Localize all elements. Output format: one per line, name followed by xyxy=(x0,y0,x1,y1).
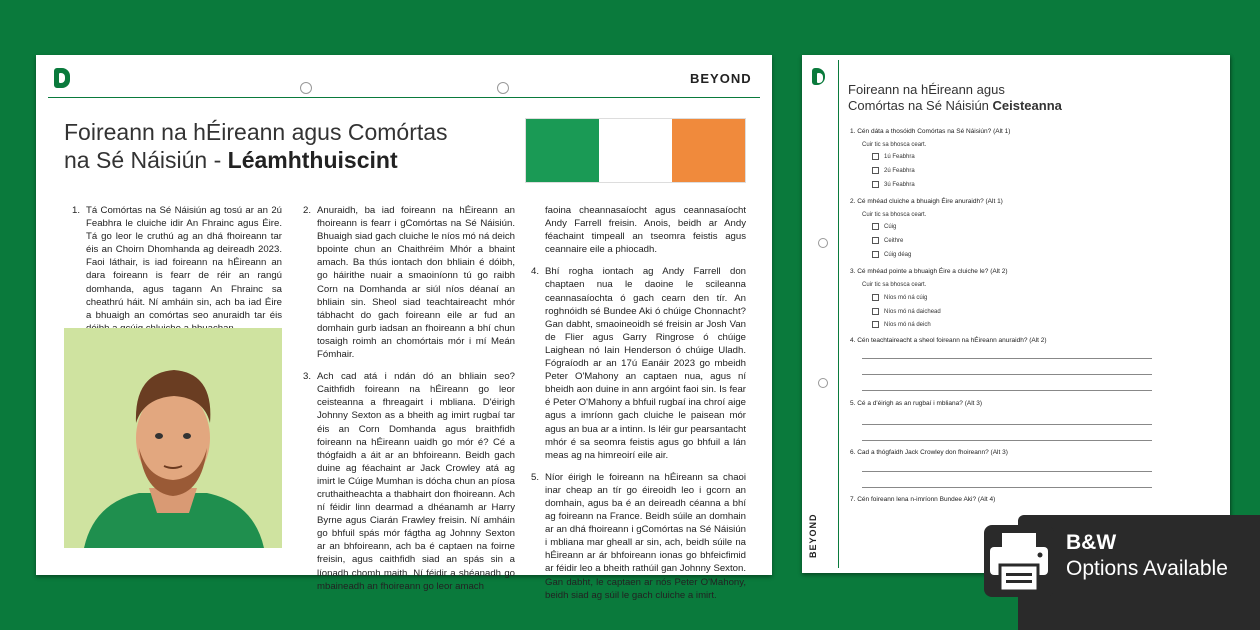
answer-option[interactable] xyxy=(872,321,931,328)
punch-hole xyxy=(497,82,509,94)
option-label: Níos mó ná daichead xyxy=(884,308,941,315)
question-instruction: Cuir tic sa bhosca ceart. xyxy=(862,142,927,148)
answer-line[interactable] xyxy=(862,424,1152,425)
question-instruction: Cuir tic sa bhosca ceart. xyxy=(862,282,927,288)
question-2: 2. Cé mhéad cluiche a bhuaigh Éire anuraidh? (Alt 1) xyxy=(850,198,1003,205)
punch-hole xyxy=(300,82,312,94)
option-label: Cúig déag xyxy=(884,251,912,258)
punch-hole xyxy=(818,378,828,388)
paragraph-text: Bhí rogha iontach ag Andy Farrell don chaptaen nua le daoine le scileanna ceannasaíochta ó gach cearn den tír. An roghnóidh sé Bundee Aki ó chúige Chonnacht? Gan dabht, smaoineoidh sé freisin ar Josh Van de Flier agus Garry Ringrose ó chúige Laighean nó Iain Henderson ó chúige Uladh. Fógraíodh ar an 17ú Eanáir 2023 go mbeidh Peter O'Mahony an captaen nua, agus ní bheidh aon duine in ann argóint faoi sin. Is fear é Peter O'Mahony a bhfuil rugbaí ina chroí aige agus a imríonn gach cluiche le paisean mór agus an bua ar a intinn. Is léir gur pearsantacht mhór é sa seomra feistis agus go bhfuil a lán meas ag na himreoirí eile air. xyxy=(545,266,746,461)
answer-option[interactable] xyxy=(872,294,927,301)
flag-green-band xyxy=(526,119,599,182)
answer-line[interactable] xyxy=(862,471,1152,472)
bw-options-badge xyxy=(1018,515,1260,630)
answer-option[interactable] xyxy=(872,167,915,174)
column-1 xyxy=(72,204,282,344)
vertical-brand-label: BEYOND xyxy=(808,513,818,558)
answer-line[interactable] xyxy=(862,440,1152,441)
punch-hole xyxy=(818,238,828,248)
paragraph xyxy=(303,204,515,361)
question-3: 3. Cé mhéad pointe a bhuaigh Éire a cluiche le? (Alt 2) xyxy=(850,268,1008,275)
page-title xyxy=(64,118,484,174)
title-line-2-bold: Léamhthuiscint xyxy=(227,147,398,173)
brand-label: BEYOND xyxy=(690,71,752,86)
checkbox[interactable] xyxy=(872,167,879,174)
answer-line[interactable] xyxy=(862,390,1152,391)
column-2 xyxy=(303,204,515,602)
questions-title-line-2 xyxy=(848,98,1062,114)
flag-orange-band xyxy=(672,119,745,182)
header-divider xyxy=(48,97,760,98)
option-label: Ceithre xyxy=(884,237,904,244)
answer-line[interactable] xyxy=(862,374,1152,375)
option-label: 2ú Feabhra xyxy=(884,167,915,174)
checkbox[interactable] xyxy=(872,321,879,328)
checkbox[interactable] xyxy=(872,223,879,230)
paragraph xyxy=(531,265,746,461)
paragraph-text: Anuraidh, ba iad foireann na hÉireann an fhoireann is fearr i gComórtas na Sé Náisiún. Bhuaigh siad gach cluiche le níos mó ná deich bpointe chun an Chaithréim Mhór a bhaint amach. Ba thús iontach don bhliain é dóibh, go háirithe nuair a smaoiníonn tú go raibh Corn na Domhanda ar siúl níos déanaí an bhliain sin. Sheol siad teachtaireacht mhór tábhacht do gach foireann eile ar fud an domhain gurb iadsan an fhoireann a bhí chun tosaigh roimh an chomórtais mór i mí Meán Fómhair. xyxy=(317,205,515,361)
margin-rule xyxy=(838,60,839,568)
paragraph-number: 2. xyxy=(303,205,312,216)
printer-icon xyxy=(984,525,1054,597)
checkbox[interactable] xyxy=(872,251,879,258)
answer-option[interactable] xyxy=(872,308,941,315)
answer-option[interactable] xyxy=(872,181,915,188)
question-1: 1. Cén dáta a thosóidh Comórtas na Sé Náisiún? (Alt 1) xyxy=(850,128,1011,135)
paragraph-text: Níor éirigh le foireann na hÉireann sa chaoi inar cheap an tír go éireoidh leo i gcorn an domhain, agus ba é an deireadh céanna a bhí ag foireann na France. Beidh súile an domhain ar an dhá fhoireann i gComórtas na Sé Náisiún i mbliana mar gheall ar sin, ach, beidh súile na hÉireann ar ár bhfoireann ionas go bhfeicfimid ar féidir leo a bheith rathúil gan Johnny Sexton. Gan dabht, le captaen ar nós Peter O'Mahony, beidh siad ag súil le gach cluiche a imirt. xyxy=(545,471,746,601)
paragraph-number: 3. xyxy=(303,371,312,383)
option-label: Cúig xyxy=(884,223,897,230)
checkbox[interactable] xyxy=(872,294,879,301)
paragraph xyxy=(531,471,746,602)
questions-title-plain: Comórtas na Sé Náisiún xyxy=(848,98,993,113)
checkbox[interactable] xyxy=(872,181,879,188)
title-line-2 xyxy=(64,146,484,174)
option-label: 3ú Feabhra xyxy=(884,181,915,188)
checkbox[interactable] xyxy=(872,153,879,160)
option-label: Níos mó ná deich xyxy=(884,321,931,328)
question-4: 4. Cén teachtaireacht a sheol foireann na hÉireann anuraidh? (Alt 2) xyxy=(850,337,1047,344)
paragraph-number: 1. xyxy=(72,205,81,216)
player-portrait-image xyxy=(64,328,282,548)
title-line-1: Foireann na hÉireann agus Comórtas xyxy=(64,119,448,145)
beyond-logo-icon xyxy=(54,68,70,88)
answer-option[interactable] xyxy=(872,223,896,230)
badge-subtitle: Options Available xyxy=(1066,557,1228,580)
paragraph-continued: faoina cheannasaíocht agus ceannasaíocht Andy Farrell freisin. Anois, beidh ar Andy féachaint timpeall an tseomra feistis agus ceannaire eile a phiocadh. xyxy=(545,205,746,256)
irish-flag xyxy=(525,118,746,183)
paragraph-number: 4. xyxy=(531,266,540,278)
questions-title-line-1: Foireann na hÉireann agus xyxy=(848,82,1005,97)
question-6: 6. Cad a thógfaidh Jack Crowley don fhoireann? (Alt 3) xyxy=(850,449,1008,456)
questions-title xyxy=(848,82,1062,114)
checkbox[interactable] xyxy=(872,308,879,315)
title-line-2-plain: na Sé Náisiún - xyxy=(64,147,228,173)
option-label: Níos mó ná cúig xyxy=(884,294,928,301)
question-5: 5. Cé a d'éirigh as an rugbaí i mbliana? (Alt 3) xyxy=(850,400,983,407)
question-7: 7. Cén foireann lena n-imríonn Bundee Aki? (Alt 4) xyxy=(850,496,996,503)
questions-title-bold: Ceisteanna xyxy=(992,98,1062,113)
answer-line[interactable] xyxy=(862,358,1152,359)
flag-white-band xyxy=(599,119,672,182)
paragraph xyxy=(303,370,515,593)
checkbox[interactable] xyxy=(872,237,879,244)
option-label: 1ú Feabhra xyxy=(884,153,915,160)
paragraph-number: 5. xyxy=(531,471,540,483)
paragraph-text: Tá Comórtas na Sé Náisiún ag tosú ar an 2ú Feabhra le cluiche idir An Fhrainc agus Éire. Tá go leor le cruthú ag an dhá fhoireann tar éis an Choirn Dhomhanda ag deireadh 2023. Faoi láthair, is iad foireann na hÉireann an dara foireann is fearr de réir an rangú domhanda, agus tagann An Fhrainc sa cheathrú háit. Ní amháin sin, ach ba iad Éire a bhuaigh an comórtas seo anuraidh tar éis xyxy=(86,205,282,321)
column-3 xyxy=(531,204,746,611)
answer-option[interactable] xyxy=(872,251,911,258)
badge-title: B&W xyxy=(1066,531,1117,554)
answer-option[interactable] xyxy=(872,237,903,244)
question-instruction: Cuir tic sa bhosca ceart. xyxy=(862,212,927,218)
answer-line[interactable] xyxy=(862,487,1152,488)
paragraph xyxy=(72,204,282,335)
paragraph-text: Ach cad atá i ndán dó an bhliain seo? Caithfidh foireann na hÉireann go leor ceisteanna a fhreagairt i mbliana. D'éirigh Johnny Sexton as a bheith ag imirt rugbaí tar éis an Corn Domhanda agus braithfidh foireann na hÉireann uaidh go mór é? Cé a thógfaidh a áit ar an bhfoireann. Beidh gach duine ag féachaint ar Jack Crowley atá ag imirt le Cúige Mumhan is dócha chun an píosa cruthaitheachta a thabhairt don fhoireann. Ach ní féidir linn dearmad a dhéanamh ar Harry Byrne agus Ciarán Frawley freisin. Ní amháin go bhfuil spás mór fágtha ag Johnny Sexton ar an bhfoireann, ach ba é captaen na foirne freisin, agus caithfidh siad an spás sin a líonadh chomh maith. Ní féidir a shéanadh go mbaineadh an fhoireann go leor amach xyxy=(317,371,515,592)
answer-option[interactable] xyxy=(872,153,915,160)
